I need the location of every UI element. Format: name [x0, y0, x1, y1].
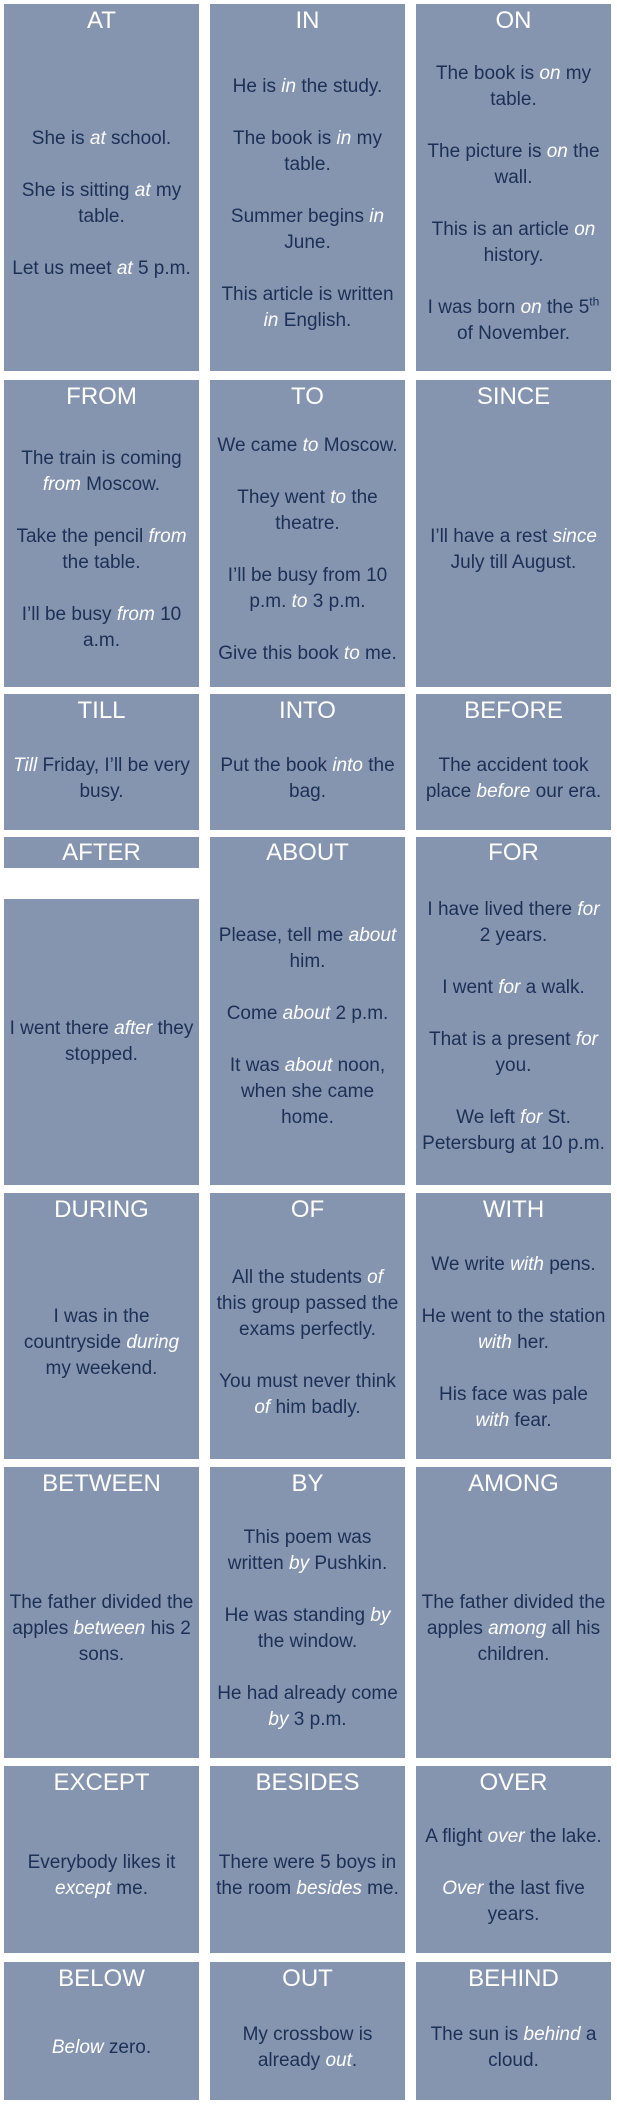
- example-sentence: [421, 753, 606, 805]
- preposition-keyword: by: [370, 1605, 391, 1626]
- sentence-text: I’ll be busy from 10 p.m.: [227, 565, 388, 612]
- example-sentence: [9, 1304, 194, 1382]
- preposition-keyword: by: [289, 1553, 310, 1574]
- example-sentence: [233, 74, 383, 100]
- example-sentence: [421, 61, 606, 113]
- preposition-keyword: for: [575, 1028, 598, 1050]
- example-sentence: [215, 282, 400, 334]
- sentence-text: the 5: [541, 297, 590, 318]
- examples-during: [4, 1226, 199, 1459]
- preposition-keyword: to: [330, 487, 347, 508]
- sentence-text: my table.: [284, 128, 382, 175]
- preposition-keyword: over: [487, 1826, 525, 1847]
- preposition-keyword: from: [116, 604, 155, 625]
- header-out: OUT: [210, 1962, 405, 1995]
- example-sentence: [227, 1001, 389, 1027]
- sentence-text: He had already come: [217, 1683, 398, 1704]
- example-sentence: [215, 1525, 400, 1577]
- examples-among: [416, 1500, 611, 1758]
- sentence-text: Pushkin.: [309, 1553, 388, 1574]
- preposition-keyword: among: [488, 1618, 547, 1639]
- example-sentence: [9, 1850, 194, 1902]
- examples-into: [210, 727, 405, 830]
- sentence-text: All the students: [231, 1266, 368, 1288]
- example-sentence: [421, 295, 606, 347]
- sentence-text: He was standing: [224, 1605, 371, 1626]
- examples-since: [416, 413, 611, 687]
- sentence-text: .: [351, 2049, 358, 2071]
- example-sentence: [215, 2022, 400, 2074]
- sentence-text: they stopped.: [65, 1018, 194, 1065]
- preposition-keyword: except: [55, 1878, 112, 1899]
- sentence-text: She is sitting: [21, 180, 135, 201]
- example-sentence: [421, 1382, 606, 1434]
- header-after: AFTER: [4, 837, 199, 868]
- example-sentence: [12, 256, 191, 282]
- example-sentence: [421, 1590, 606, 1668]
- sentence-text: I’ll be busy: [21, 604, 117, 625]
- sentence-text: The book is: [435, 63, 540, 84]
- examples-after: [4, 899, 199, 1185]
- header-below: BELOW: [4, 1962, 199, 1995]
- sentence-text: Everybody likes it: [27, 1852, 176, 1873]
- sentence-text: He is: [232, 76, 282, 97]
- preposition-keyword: to: [291, 591, 308, 612]
- sentence-text: We left: [456, 1106, 521, 1128]
- examples-with: [416, 1226, 611, 1459]
- example-sentence: [9, 753, 194, 805]
- sentence-text: There were 5 boys in the room: [216, 1852, 397, 1899]
- sentence-text: the theatre.: [275, 487, 378, 534]
- sentence-text: him.: [289, 950, 326, 972]
- sentence-text: That is a present: [429, 1028, 576, 1050]
- header-at: AT: [4, 4, 199, 37]
- example-sentence: [217, 433, 397, 459]
- sentence-text: This article is written: [221, 284, 394, 305]
- sentence-text: July till August.: [450, 552, 577, 573]
- preposition-keyword: about: [282, 1002, 331, 1024]
- sentence-text: I was born: [427, 297, 521, 318]
- header-till: TILL: [4, 694, 199, 727]
- sentence-text: his 2 sons.: [78, 1618, 191, 1665]
- sentence-text: my table.: [490, 63, 592, 110]
- header-from: FROM: [4, 380, 199, 413]
- examples-below: [4, 1995, 199, 2100]
- sentence-text: of November.: [457, 323, 570, 344]
- example-sentence: [215, 1850, 400, 1902]
- examples-for: [416, 868, 611, 1185]
- sentence-text: Summer begins: [230, 206, 370, 227]
- header-except: EXCEPT: [4, 1766, 199, 1799]
- preposition-keyword: to: [302, 435, 319, 456]
- sentence-text: me.: [111, 1878, 148, 1899]
- example-sentence: [421, 2022, 606, 2074]
- sentence-text: A flight: [425, 1826, 488, 1847]
- example-sentence: [421, 1876, 606, 1928]
- preposition-keyword: about: [284, 1054, 333, 1076]
- sentence-text: 5 p.m.: [132, 258, 191, 279]
- header-by: BY: [210, 1467, 405, 1500]
- sentence-text: fear.: [509, 1409, 552, 1431]
- sentence-text: 2 years.: [479, 924, 548, 946]
- sentence-text: Please, tell me: [218, 924, 349, 946]
- examples-in: [210, 37, 405, 371]
- example-sentence: [215, 1603, 400, 1655]
- preposition-keyword: at: [89, 128, 106, 149]
- example-sentence: [215, 1369, 400, 1421]
- preposition-keyword: from: [42, 474, 81, 495]
- sentence-text: English.: [278, 310, 352, 331]
- preposition-keyword: to: [343, 643, 360, 664]
- examples-over: [416, 1799, 611, 1953]
- examples-between: [4, 1500, 199, 1758]
- example-sentence: [421, 524, 606, 576]
- sentence-text: This is an article: [431, 219, 575, 240]
- sentence-text: the bag.: [289, 754, 395, 802]
- preposition-keyword: after: [114, 1018, 153, 1039]
- preposition-keyword: of: [254, 1396, 271, 1418]
- preposition-keyword: on: [546, 141, 568, 162]
- sentence-text: 3 p.m.: [288, 1709, 347, 1730]
- examples-by: [210, 1500, 405, 1758]
- example-sentence: [442, 975, 585, 1001]
- sentence-text: my weekend.: [45, 1357, 158, 1379]
- sentence-text: the wall.: [494, 141, 600, 188]
- example-sentence: [215, 1053, 400, 1131]
- sentence-text: all his children.: [477, 1618, 601, 1665]
- sentence-text: The father divided the apples: [421, 1592, 606, 1639]
- sentence-text: the study.: [296, 76, 383, 97]
- preposition-keyword: for: [498, 976, 521, 998]
- example-sentence: [9, 1016, 194, 1068]
- header-about: ABOUT: [210, 837, 405, 869]
- sentence-text: the table.: [62, 552, 141, 573]
- example-sentence: [32, 126, 171, 152]
- example-sentence: [431, 1252, 595, 1278]
- sentence-text: her.: [511, 1331, 549, 1353]
- header-behind: BEHIND: [416, 1962, 611, 1995]
- sentence-text: history.: [483, 245, 544, 266]
- preposition-keyword: on: [574, 219, 596, 240]
- sentence-text: The train is coming: [21, 448, 182, 469]
- examples-on: [416, 37, 611, 371]
- example-sentence: [421, 217, 606, 269]
- example-sentence: [9, 602, 194, 654]
- example-sentence: [215, 923, 400, 975]
- preposition-keyword: with: [478, 1331, 512, 1353]
- sentence-text: I was in the countryside: [23, 1305, 150, 1353]
- header-over: OVER: [416, 1766, 611, 1799]
- sentence-text: She is: [31, 128, 90, 149]
- example-sentence: [215, 204, 400, 256]
- sentence-text: Take the pencil: [16, 526, 149, 547]
- example-sentence: [9, 524, 194, 576]
- preposition-keyword: in: [336, 128, 352, 149]
- sentence-text: Moscow.: [318, 435, 398, 456]
- example-sentence: [52, 2035, 151, 2061]
- sentence-text: him badly.: [270, 1396, 361, 1418]
- example-sentence: [9, 1590, 194, 1668]
- sentence-text: pens.: [543, 1253, 596, 1275]
- preposition-keyword: before: [476, 780, 531, 802]
- examples-about: [210, 868, 405, 1185]
- sentence-text: me.: [361, 1878, 399, 1899]
- sentence-text: They went: [237, 487, 331, 508]
- examples-of: [210, 1226, 405, 1459]
- example-sentence: [215, 1265, 400, 1343]
- preposition-keyword: into: [332, 754, 363, 776]
- header-into: INTO: [210, 694, 405, 727]
- header-since: SINCE: [416, 380, 611, 413]
- sentence-text: 2 p.m.: [330, 1002, 389, 1024]
- sentence-text: He went to the station: [421, 1305, 606, 1327]
- sentence-text: the last five years.: [483, 1878, 585, 1925]
- sentence-text: our era.: [530, 780, 602, 802]
- sentence-text: 3 p.m.: [307, 591, 366, 612]
- preposition-keyword: in: [281, 76, 297, 97]
- sentence-text: Come: [226, 1002, 283, 1024]
- examples-till: [4, 727, 199, 830]
- example-sentence: [421, 1027, 606, 1079]
- preposition-keyword: between: [73, 1618, 146, 1639]
- preposition-keyword: Over: [442, 1878, 484, 1899]
- examples-out: [210, 1995, 405, 2100]
- header-in: IN: [210, 4, 405, 37]
- preposition-keyword: by: [268, 1709, 289, 1730]
- example-sentence: [9, 446, 194, 498]
- preposition-keyword: Till: [13, 754, 38, 776]
- example-sentence: [421, 1304, 606, 1356]
- preposition-keyword: during: [126, 1331, 180, 1353]
- sentence-text: Put the book: [220, 754, 333, 776]
- sentence-text: Moscow.: [80, 474, 161, 495]
- preposition-keyword: from: [148, 526, 187, 547]
- sentence-text: The sun is: [430, 2023, 524, 2045]
- example-sentence: [421, 139, 606, 191]
- preposition-keyword: of: [367, 1266, 384, 1288]
- sentence-text: I’ll have a rest: [430, 526, 553, 547]
- sentence-text: zero.: [103, 2036, 152, 2058]
- preposition-keyword: behind: [523, 2023, 581, 2045]
- example-sentence: [218, 641, 396, 667]
- sentence-text: the window.: [257, 1631, 358, 1652]
- header-during: DURING: [4, 1193, 199, 1226]
- header-besides: BESIDES: [210, 1766, 405, 1799]
- example-sentence: [215, 753, 400, 805]
- examples-before: [416, 727, 611, 830]
- example-sentence: [421, 1105, 606, 1157]
- sentence-text: you.: [495, 1054, 532, 1076]
- sentence-text: You must never think: [219, 1370, 396, 1392]
- examples-besides: [210, 1799, 405, 1953]
- sentence-text: We came: [217, 435, 303, 456]
- examples-behind: [416, 1995, 611, 2100]
- preposition-keyword: since: [552, 526, 597, 547]
- example-sentence: [215, 563, 400, 615]
- sentence-text: We write: [431, 1253, 511, 1275]
- header-with: WITH: [416, 1193, 611, 1226]
- header-of: OF: [210, 1193, 405, 1226]
- example-sentence: [215, 1681, 400, 1733]
- example-sentence: [215, 485, 400, 537]
- sentence-text: Give this book: [218, 643, 344, 664]
- sentence-text: I have lived there: [427, 898, 578, 920]
- examples-to: [210, 413, 405, 687]
- preposition-keyword: out: [325, 2049, 352, 2071]
- example-sentence: [421, 897, 606, 949]
- sentence-text: St. Petersburg at 10 p.m.: [422, 1106, 605, 1154]
- sentence-text: this group passed the exams perfectly.: [216, 1292, 399, 1340]
- preposition-keyword: with: [510, 1253, 544, 1275]
- example-sentence: [215, 126, 400, 178]
- preposition-keyword: for: [577, 898, 600, 920]
- sentence-text: June.: [284, 232, 331, 253]
- sentence-text: a walk.: [520, 976, 585, 998]
- preposition-keyword: in: [263, 310, 279, 331]
- example-sentence: [9, 178, 194, 230]
- header-before: BEFORE: [416, 694, 611, 727]
- preposition-keyword: with: [475, 1409, 510, 1431]
- sentence-text: Let us meet: [12, 258, 117, 279]
- preposition-keyword: besides: [296, 1878, 362, 1899]
- sentence-text: noon, when she came home.: [240, 1054, 386, 1128]
- header-for: FOR: [416, 837, 611, 869]
- sentence-text: I went: [442, 976, 499, 998]
- preposition-keyword: on: [520, 297, 542, 318]
- header-among: AMONG: [416, 1467, 611, 1500]
- sentence-text: My crossbow is already: [242, 2023, 373, 2071]
- example-sentence: [425, 1824, 601, 1850]
- examples-at: [4, 37, 199, 371]
- sentence-text: I went there: [9, 1018, 115, 1039]
- preposition-keyword: at: [116, 258, 133, 279]
- ordinal-suffix: th: [589, 294, 600, 309]
- header-to: TO: [210, 380, 405, 413]
- preposition-keyword: on: [539, 63, 561, 84]
- sentence-text: the lake.: [524, 1826, 602, 1847]
- preposition-keyword: at: [134, 180, 151, 201]
- header-on: ON: [416, 4, 611, 37]
- preposition-keyword: in: [369, 206, 385, 227]
- header-between: BETWEEN: [4, 1467, 199, 1500]
- sentence-text: me.: [359, 643, 397, 664]
- examples-except: [4, 1799, 199, 1953]
- sentence-text: 10 a.m.: [83, 604, 182, 651]
- sentence-text: It was: [229, 1054, 285, 1076]
- sentence-text: school.: [105, 128, 172, 149]
- sentence-text: His face was pale: [439, 1383, 588, 1405]
- preposition-keyword: for: [520, 1106, 543, 1128]
- preposition-keyword: about: [348, 924, 397, 946]
- preposition-keyword: Below: [51, 2036, 104, 2058]
- sentence-text: my table.: [78, 180, 182, 227]
- sentence-text: The picture is: [427, 141, 547, 162]
- sentence-text: The father divided the apples: [9, 1592, 194, 1639]
- examples-from: [4, 413, 199, 687]
- sentence-text: a cloud.: [488, 2023, 597, 2071]
- sentence-text: This poem was written: [227, 1527, 372, 1574]
- sentence-text: The accident took place: [425, 754, 589, 802]
- sentence-text: Friday, I’ll be very busy.: [37, 754, 190, 802]
- sentence-text: The book is: [233, 128, 337, 149]
